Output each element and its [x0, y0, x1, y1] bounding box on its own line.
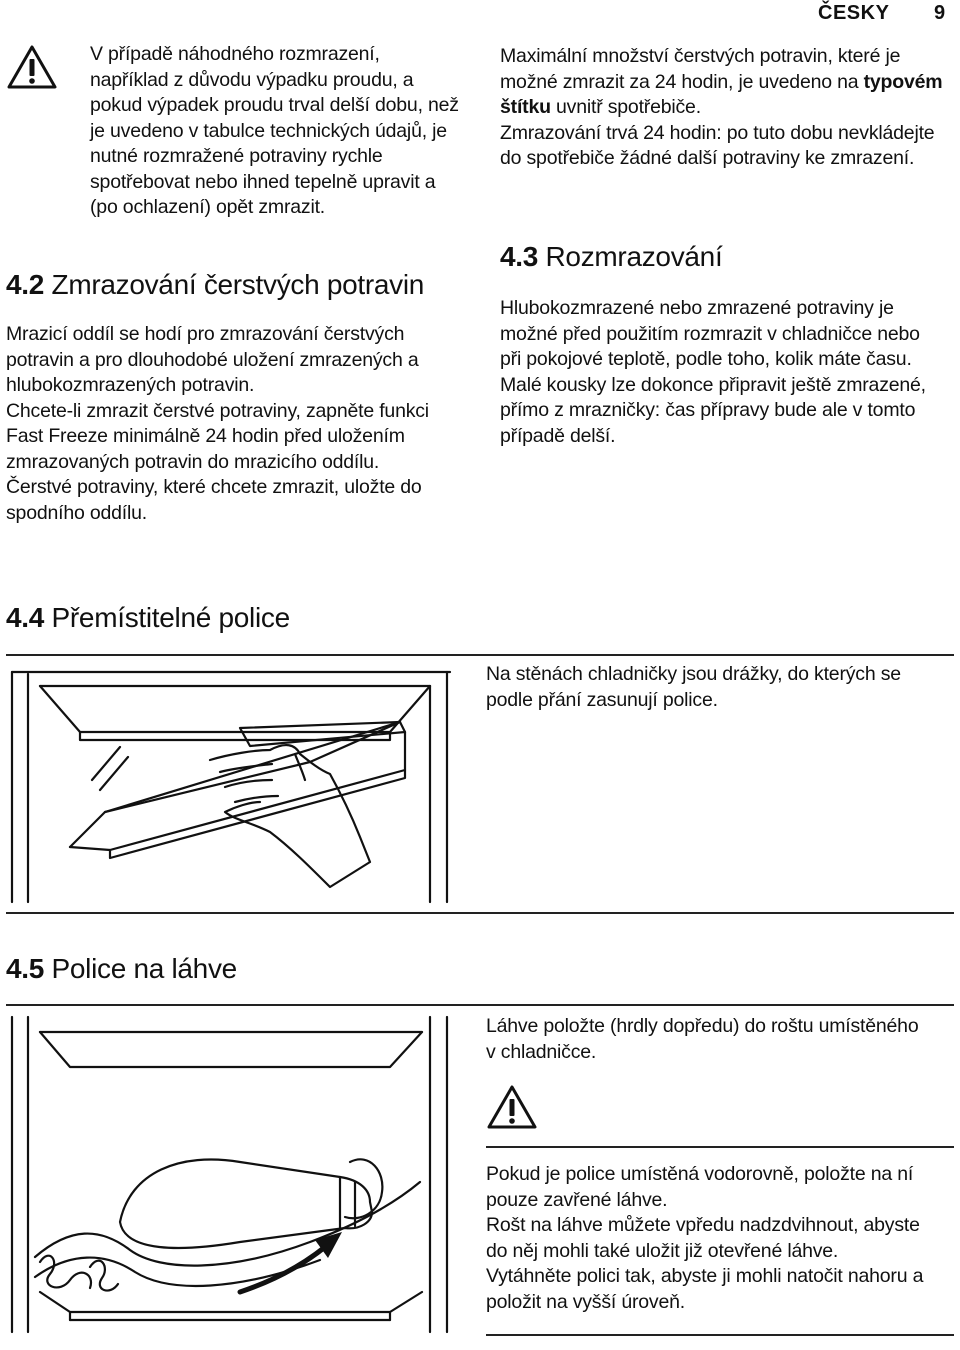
- right-column-body: [500, 44, 945, 172]
- divider: [486, 1146, 954, 1148]
- section-title: Zmrazování čerstvých potravin: [51, 269, 425, 300]
- section-4-5-heading: [6, 952, 476, 986]
- paragraph: Zmrazování trvá 24 hodin: po tuto dobu nevkládejte do spotřebiče žádné další potraviny ke zmrazení.: [500, 121, 935, 169]
- section-4-2-heading: [6, 268, 476, 302]
- shelf-with-hand-illustration: [10, 662, 465, 912]
- paragraph: Mrazicí oddíl se hodí pro zmrazování čerstvých potravin a pro dlouhodobé uložení zmrazených a hlubokozmrazených potravin.: [6, 323, 419, 396]
- section-4-4-heading: [6, 601, 476, 635]
- bottle-rack-illustration: [10, 1012, 465, 1342]
- paragraph: Rošt na láhve můžete vpředu nadzdvihnout, abyste do něj mohli také uložit již otevřené láhve.: [486, 1214, 920, 1262]
- paragraph: Hlubokozmrazené nebo zmrazené potraviny je možné před použitím rozmrazit v chladničce nebo při pokojové teplotě, podle toho, kolik máte času.: [500, 297, 920, 370]
- paragraph: Vytáhněte polici tak, abyste ji mohli natočit nahoru a položit na vyšší úroveň.: [486, 1265, 924, 1313]
- section-4-3-heading: [500, 240, 940, 274]
- paragraph: Chcete-li zmrazit čerstvé potraviny, zapněte funkci Fast Freeze minimálně 24 hodin před uložením zmrazovaných potravin do mrazicího oddílu.: [6, 399, 429, 473]
- language-label: ČESKY: [818, 2, 890, 24]
- divider: [6, 654, 954, 656]
- divider: [6, 1004, 954, 1006]
- section-4-5-body: [486, 1162, 926, 1315]
- section-title: Rozmrazování: [545, 241, 723, 272]
- section-title: Přemístitelné police: [51, 602, 290, 633]
- paragraph: Malé kousky lze dokonce připravit ještě zmrazené, přímo z mrazničky: čas přípravy bude ale v tomto případě delší.: [500, 373, 926, 447]
- section-4-3-body: [500, 296, 945, 449]
- divider: [486, 1334, 954, 1336]
- warning-triangle-icon: [486, 1084, 538, 1130]
- section-4-4-text: Na stěnách chladničky jsou drážky, do kterých se podle přání zasunují police.: [486, 663, 901, 711]
- divider: [6, 912, 954, 914]
- section-number: 4.3: [500, 241, 539, 272]
- section-number: 4.2: [6, 269, 45, 300]
- type-plate-bold: typovém štítku: [500, 70, 943, 118]
- warning-text: V případě náhodného rozmrazení, například z důvodu výpadku proudu, a pokud výpadek proudu trval delší dobu, než je uvedeno v tabulce technických údajů, je nutné rozmražené potraviny rychle spotřebovat nebo ihned tepelně upravit a (po ochlazení) opět zmrazit.: [90, 43, 459, 218]
- paragraph: Čerstvé potraviny, které chcete zmrazit, uložte do spodního oddílu.: [6, 476, 422, 524]
- text-span: Maximální množství čerstvých potravin, které je možné zmrazit za 24 hodin, je uvedeno na: [500, 45, 901, 93]
- paragraph: [500, 44, 945, 121]
- section-number: 4.5: [6, 953, 45, 984]
- text-span: uvnitř spotřebiče.: [550, 96, 701, 118]
- section-title: Police na láhve: [51, 953, 237, 984]
- page-number: 9: [934, 2, 946, 24]
- section-number: 4.4: [6, 602, 45, 633]
- section-4-2-body: [6, 322, 460, 526]
- section-4-5-text1: Láhve položte (hrdly dopředu) do roštu umístěného v chladničce.: [486, 1015, 919, 1063]
- paragraph: Pokud je police umístěná vodorovně, položte na ní pouze zavřené láhve.: [486, 1163, 914, 1211]
- warning-triangle-icon: [6, 44, 58, 90]
